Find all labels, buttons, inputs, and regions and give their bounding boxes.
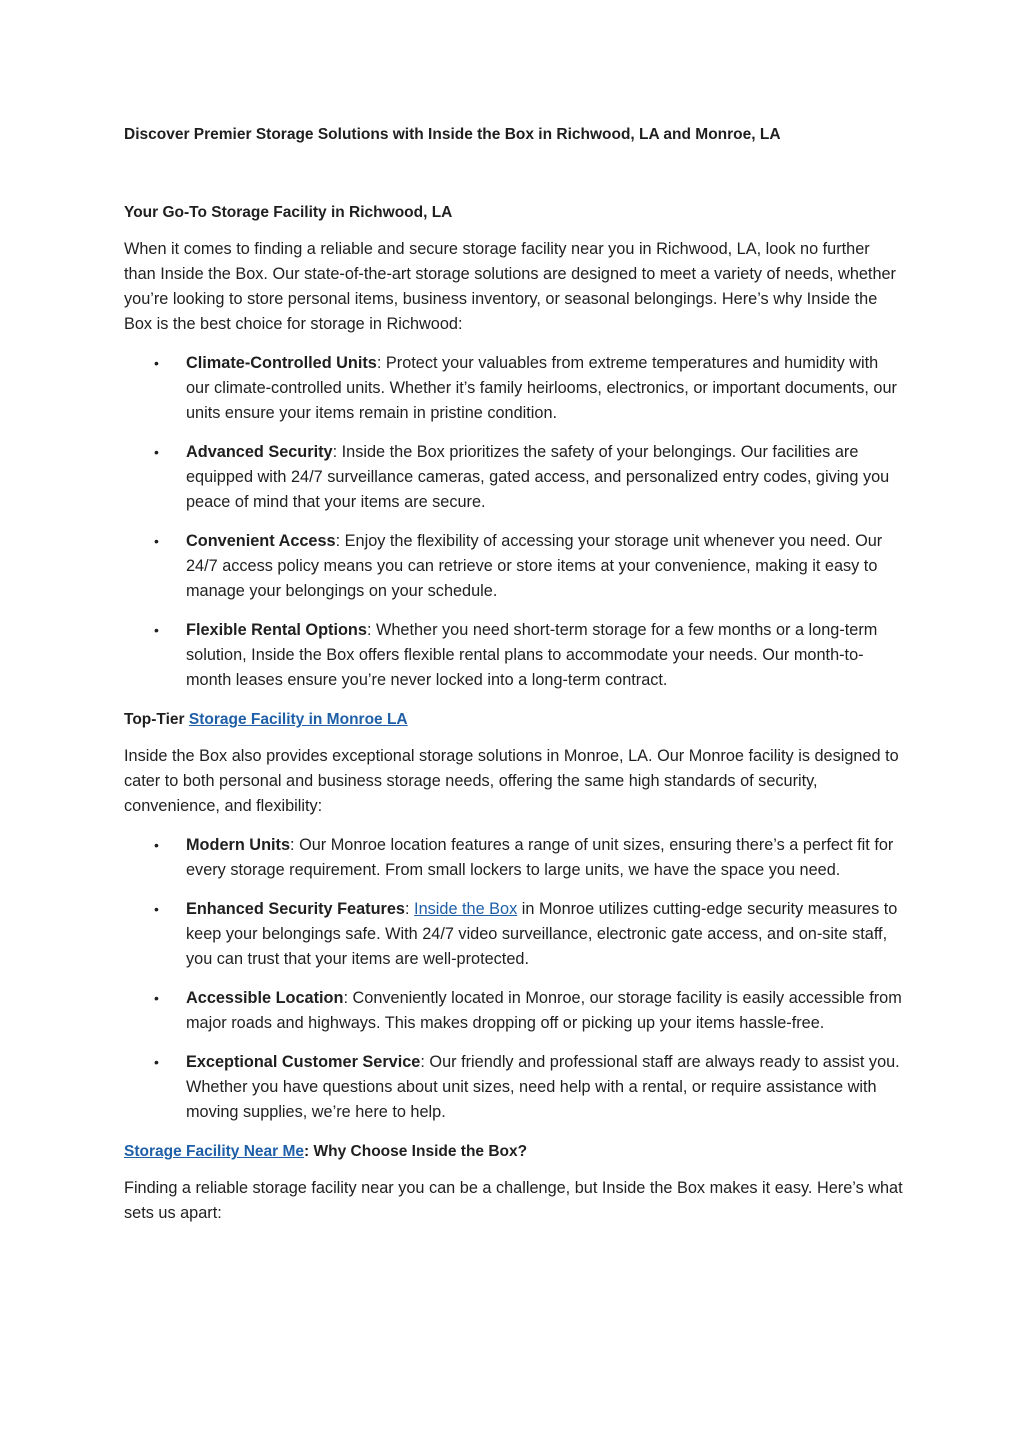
monroe-heading-prefix: Top-Tier [124,711,189,728]
near-me-intro: Finding a reliable storage facility near you can be a challenge, but Inside the Box makes it easy. Here’s what sets us apart: [124,1179,903,1222]
feature-term: Accessible Location [186,989,344,1007]
list-item [124,897,904,972]
feature-term: Flexible Rental Options [186,621,367,639]
bullet-icon: • [154,355,159,371]
monroe-heading [124,707,904,732]
document-page [124,122,904,1226]
list-item [124,986,904,1036]
feature-text: : Protect your valuables from extreme temperatures and humidity with our climate-controlled units. Whether it’s family heirlooms, electronics, or important documents, our units ensure your items remain in pristine condition. [186,354,897,422]
monroe-feature-list [124,833,904,1125]
inside-the-box-link[interactable]: Inside the Box [414,900,518,918]
bullet-icon: • [154,990,159,1006]
richwood-intro: When it comes to finding a reliable and secure storage facility near you in Richwood, LA, look no further than Inside the Box. Our state-of-the-art storage solutions are designed to meet a variety of needs, whether you’re looking to store personal items, business inventory, or seasonal belongings. Here’s why Inside the Box is the best choice for storage in Richwood: [124,240,896,333]
near-me-heading [124,1139,904,1164]
near-me-heading-suffix: : Why Choose Inside the Box? [304,1143,528,1160]
bullet-icon: • [154,444,159,460]
feature-term: Advanced Security [186,443,333,461]
list-item [124,833,904,883]
bullet-icon: • [154,533,159,549]
storage-near-me-link[interactable]: Storage Facility Near Me [124,1143,305,1160]
feature-term: Enhanced Security Features [186,900,405,918]
list-item [124,618,904,693]
feature-term: Modern Units [186,836,291,854]
monroe-storage-link[interactable]: Storage Facility in Monroe LA [188,711,408,728]
bullet-icon: • [154,837,159,853]
feature-text: : Whether you need short-term storage for a few months or a long-term solution, Inside the Box offers flexible rental plans to accommodate your needs. Our month-to-month leases ensure you’re never locked into a long-term contract. [186,621,878,689]
richwood-feature-list [124,351,904,693]
feature-term: Convenient Access [186,532,336,550]
list-item [124,440,904,515]
bullet-icon: • [154,901,159,917]
feature-text: : Inside the Box prioritizes the safety of your belongings. Our facilities are equipped with 24/7 surveillance cameras, gated access, and personalized entry codes, giving you peace of mind that your items are secure. [186,443,890,511]
feature-text: : Conveniently located in Monroe, our storage facility is easily accessible from major roads and highways. This makes dropping off or picking up your items hassle-free. [186,989,902,1032]
feature-separator: : [404,900,415,918]
feature-text: : Enjoy the flexibility of accessing your storage unit whenever you need. Our 24/7 access policy means you can retrieve or store items at your convenience, making it easy to manage your belongings on your schedule. [186,532,883,600]
list-item [124,529,904,604]
feature-text: : Our friendly and professional staff are always ready to assist you. Whether you have questions about unit sizes, need help with a rental, or require assistance with moving supplies, we’re here to help. [186,1053,900,1121]
feature-term: Climate-Controlled Units [186,354,377,372]
feature-term: Exceptional Customer Service [186,1053,421,1071]
feature-text: in Monroe utilizes cutting-edge security measures to keep your belongings safe. With 24/7 video surveillance, electronic gate access, and on-site staff, you can trust that your items are well-protected. [186,900,898,968]
richwood-heading: Your Go-To Storage Facility in Richwood, LA [124,204,453,221]
feature-text: : Our Monroe location features a range of unit sizes, ensuring there’s a perfect fit for every storage requirement. From small lockers to large units, we have the space you need. [186,836,894,879]
monroe-intro: Inside the Box also provides exceptional storage solutions in Monroe, LA. Our Monroe facility is designed to cater to both personal and business storage needs, offering the same high standards of security, convenience, and flexibility: [124,747,899,815]
list-item [124,351,904,426]
bullet-icon: • [154,622,159,638]
list-item [124,1050,904,1125]
bullet-icon: • [154,1054,159,1070]
document-title: Discover Premier Storage Solutions with Inside the Box in Richwood, LA and Monroe, LA [124,126,781,143]
